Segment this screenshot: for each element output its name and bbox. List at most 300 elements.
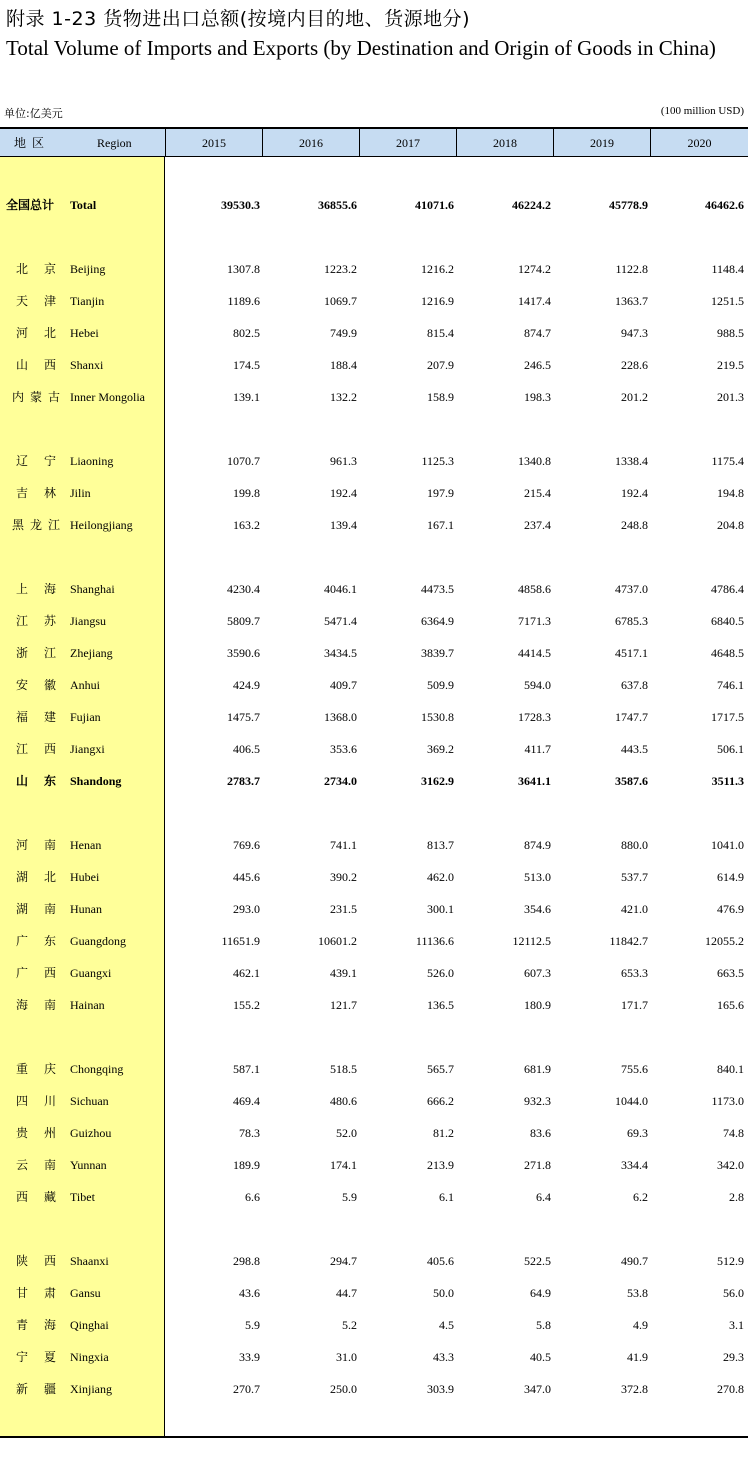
table-row [0, 963, 748, 983]
value-cell: 746.1 [717, 678, 744, 692]
region-name-cn: 西藏 [16, 1190, 56, 1204]
region-name-cn: 江苏 [16, 614, 56, 628]
region-name-en: Jilin [70, 486, 91, 500]
region-name-cn: 上海 [16, 582, 56, 596]
value-cell: 476.9 [717, 902, 744, 916]
value-cell: 1338.4 [615, 454, 648, 468]
value-cell: 219.5 [717, 358, 744, 372]
value-cell: 537.7 [621, 870, 648, 884]
region-name-en: Jiangxi [70, 742, 105, 756]
table-row [0, 483, 748, 503]
value-cell: 192.4 [330, 486, 357, 500]
value-cell: 171.7 [621, 998, 648, 1012]
value-cell: 1148.4 [711, 262, 744, 276]
value-cell: 565.7 [427, 1062, 454, 1076]
header-year: 2015 [165, 129, 262, 157]
value-cell: 443.5 [621, 742, 648, 756]
region-name-en: Guangxi [70, 966, 112, 980]
value-cell: 6.2 [633, 1190, 648, 1204]
table-row [0, 1347, 748, 1367]
table-row [0, 1091, 748, 1111]
region-name-cn: 新疆 [16, 1382, 56, 1396]
value-cell: 614.9 [717, 870, 744, 884]
value-cell: 354.6 [524, 902, 551, 916]
value-cell: 6.6 [245, 1190, 260, 1204]
table-row [0, 291, 748, 311]
value-cell: 1475.7 [227, 710, 260, 724]
value-cell: 29.3 [723, 1350, 744, 1364]
value-cell: 3587.6 [615, 774, 648, 788]
region-name-en: Shanghai [70, 582, 115, 596]
value-cell: 189.9 [233, 1158, 260, 1172]
value-cell: 237.4 [524, 518, 551, 532]
header-year: 2019 [553, 129, 650, 157]
table-row [0, 1379, 748, 1399]
region-name-en: Sichuan [70, 1094, 109, 1108]
unit-label-en: (100 million USD) [660, 105, 744, 117]
region-name-en: Gansu [70, 1286, 101, 1300]
value-cell: 11136.6 [415, 934, 454, 948]
table-row [0, 899, 748, 919]
value-cell: 4230.4 [227, 582, 260, 596]
value-cell: 41.9 [627, 1350, 648, 1364]
table-row [0, 707, 748, 727]
region-name-cn: 吉林 [16, 486, 56, 500]
value-cell: 4473.5 [421, 582, 454, 596]
value-cell: 4046.1 [324, 582, 357, 596]
value-cell: 594.0 [524, 678, 551, 692]
value-cell: 1530.8 [421, 710, 454, 724]
table-row [0, 1251, 748, 1271]
value-cell: 231.5 [330, 902, 357, 916]
table-row [0, 739, 748, 759]
value-cell: 271.8 [524, 1158, 551, 1172]
value-cell: 480.6 [330, 1094, 357, 1108]
value-cell: 741.1 [330, 838, 357, 852]
value-cell: 5.9 [342, 1190, 357, 1204]
region-name-cn: 贵州 [16, 1126, 56, 1140]
region-name-cn: 福建 [16, 710, 56, 724]
value-cell: 31.0 [336, 1350, 357, 1364]
value-cell: 132.2 [330, 390, 357, 404]
value-cell: 369.2 [427, 742, 454, 756]
value-cell: 3590.6 [227, 646, 260, 660]
value-cell: 5471.4 [324, 614, 357, 628]
region-name-cn: 江西 [16, 742, 56, 756]
table-row [0, 387, 748, 407]
value-cell: 43.3 [433, 1350, 454, 1364]
value-cell: 439.1 [330, 966, 357, 980]
value-cell: 2734.0 [324, 774, 357, 788]
table-row [0, 867, 748, 887]
table-header [0, 127, 748, 157]
region-name-en: Heilongjiang [70, 518, 133, 532]
region-name-en: Hubei [70, 870, 100, 884]
region-name-cn: 湖南 [16, 902, 56, 916]
region-column-background [0, 157, 165, 1437]
value-cell: 2.8 [729, 1190, 744, 1204]
page-title-cn: 附录 1-23 货物进出口总额(按境内目的地、货源地分) [6, 8, 471, 30]
value-cell: 204.8 [717, 518, 744, 532]
value-cell: 4786.4 [711, 582, 744, 596]
value-cell: 180.9 [524, 998, 551, 1012]
value-cell: 1216.9 [421, 294, 454, 308]
table-row [0, 1187, 748, 1207]
value-cell: 409.7 [330, 678, 357, 692]
region-name-cn: 内蒙古 [12, 390, 60, 404]
value-cell: 4414.5 [518, 646, 551, 660]
value-cell: 64.9 [530, 1286, 551, 1300]
value-cell: 874.7 [524, 326, 551, 340]
table-row [0, 323, 748, 343]
value-cell: 840.1 [717, 1062, 744, 1076]
value-cell: 390.2 [330, 870, 357, 884]
value-cell: 874.9 [524, 838, 551, 852]
value-cell: 40.5 [530, 1350, 551, 1364]
region-name-cn: 广东 [16, 934, 56, 948]
value-cell: 194.8 [717, 486, 744, 500]
value-cell: 41071.6 [415, 198, 454, 212]
value-cell: 136.5 [427, 998, 454, 1012]
region-name-cn: 山东 [16, 774, 56, 788]
value-cell: 353.6 [330, 742, 357, 756]
header-year: 2018 [456, 129, 553, 157]
value-cell: 201.2 [621, 390, 648, 404]
value-cell: 293.0 [233, 902, 260, 916]
value-cell: 46462.6 [705, 198, 744, 212]
value-cell: 192.4 [621, 486, 648, 500]
region-name-en: Qinghai [70, 1318, 109, 1332]
region-name-en: Guizhou [70, 1126, 112, 1140]
header-region-cn: 地区 [14, 136, 51, 150]
value-cell: 36855.6 [318, 198, 357, 212]
value-cell: 406.5 [233, 742, 260, 756]
value-cell: 587.1 [233, 1062, 260, 1076]
value-cell: 1175.4 [711, 454, 744, 468]
value-cell: 932.3 [524, 1094, 551, 1108]
value-cell: 4737.0 [615, 582, 648, 596]
region-name-cn: 宁夏 [16, 1350, 56, 1364]
value-cell: 666.2 [427, 1094, 454, 1108]
value-cell: 201.3 [717, 390, 744, 404]
value-cell: 653.3 [621, 966, 648, 980]
value-cell: 880.0 [621, 838, 648, 852]
value-cell: 1069.7 [324, 294, 357, 308]
value-cell: 522.5 [524, 1254, 551, 1268]
region-name-cn: 河南 [16, 838, 56, 852]
unit-label-cn: 单位:亿美元 [4, 107, 63, 120]
value-cell: 213.9 [427, 1158, 454, 1172]
value-cell: 4.5 [439, 1318, 454, 1332]
table-row [0, 835, 748, 855]
value-cell: 802.5 [233, 326, 260, 340]
value-cell: 513.0 [524, 870, 551, 884]
value-cell: 294.7 [330, 1254, 357, 1268]
value-cell: 174.5 [233, 358, 260, 372]
value-cell: 749.9 [330, 326, 357, 340]
value-cell: 372.8 [621, 1382, 648, 1396]
value-cell: 155.2 [233, 998, 260, 1012]
value-cell: 1340.8 [518, 454, 551, 468]
table-bottom-rule [0, 1436, 748, 1438]
value-cell: 462.0 [427, 870, 454, 884]
value-cell: 755.6 [621, 1062, 648, 1076]
region-name-en: Inner Mongolia [70, 390, 145, 404]
value-cell: 490.7 [621, 1254, 648, 1268]
value-cell: 1125.3 [421, 454, 454, 468]
value-cell: 303.9 [427, 1382, 454, 1396]
value-cell: 1173.0 [711, 1094, 744, 1108]
region-name-en: Tibet [70, 1190, 95, 1204]
region-name-en: Shaanxi [70, 1254, 109, 1268]
region-name-en: Anhui [70, 678, 100, 692]
region-name-cn: 黑龙江 [12, 518, 60, 532]
value-cell: 300.1 [427, 902, 454, 916]
value-cell: 424.9 [233, 678, 260, 692]
region-name-cn: 辽宁 [16, 454, 56, 468]
value-cell: 250.0 [330, 1382, 357, 1396]
value-cell: 11842.7 [609, 934, 648, 948]
value-cell: 298.8 [233, 1254, 260, 1268]
value-cell: 445.6 [233, 870, 260, 884]
value-cell: 69.3 [627, 1126, 648, 1140]
region-name-en: Fujian [70, 710, 101, 724]
value-cell: 3434.5 [324, 646, 357, 660]
value-cell: 52.0 [336, 1126, 357, 1140]
value-cell: 1307.8 [227, 262, 260, 276]
table-row [0, 195, 748, 215]
value-cell: 2783.7 [227, 774, 260, 788]
region-name-cn: 河北 [16, 326, 56, 340]
value-cell: 1417.4 [518, 294, 551, 308]
value-cell: 421.0 [621, 902, 648, 916]
value-cell: 10601.2 [318, 934, 357, 948]
value-cell: 663.5 [717, 966, 744, 980]
region-name-en: Shandong [70, 774, 122, 788]
region-name-cn: 山西 [16, 358, 56, 372]
table-row [0, 259, 748, 279]
table-row [0, 579, 748, 599]
region-name-en: Shanxi [70, 358, 104, 372]
region-name-cn: 安徽 [16, 678, 56, 692]
value-cell: 526.0 [427, 966, 454, 980]
value-cell: 607.3 [524, 966, 551, 980]
value-cell: 813.7 [427, 838, 454, 852]
region-name-en: Liaoning [70, 454, 114, 468]
value-cell: 462.1 [233, 966, 260, 980]
value-cell: 188.4 [330, 358, 357, 372]
value-cell: 228.6 [621, 358, 648, 372]
table-row [0, 995, 748, 1015]
value-cell: 1223.2 [324, 262, 357, 276]
value-cell: 215.4 [524, 486, 551, 500]
value-cell: 248.8 [621, 518, 648, 532]
region-name-cn: 天津 [16, 294, 56, 308]
value-cell: 44.7 [336, 1286, 357, 1300]
region-name-cn: 全国总计 [6, 198, 55, 212]
value-cell: 158.9 [427, 390, 454, 404]
value-cell: 512.9 [717, 1254, 744, 1268]
value-cell: 342.0 [717, 1158, 744, 1172]
region-name-cn: 湖北 [16, 870, 56, 884]
value-cell: 1728.3 [518, 710, 551, 724]
table-row [0, 1059, 748, 1079]
value-cell: 6840.5 [711, 614, 744, 628]
value-cell: 637.8 [621, 678, 648, 692]
region-name-en: Beijing [70, 262, 106, 276]
value-cell: 1122.8 [615, 262, 648, 276]
value-cell: 3641.1 [518, 774, 551, 788]
table-row [0, 643, 748, 663]
value-cell: 46224.2 [512, 198, 551, 212]
value-cell: 5.2 [342, 1318, 357, 1332]
value-cell: 681.9 [524, 1062, 551, 1076]
value-cell: 6.1 [439, 1190, 454, 1204]
value-cell: 405.6 [427, 1254, 454, 1268]
value-cell: 56.0 [723, 1286, 744, 1300]
value-cell: 165.6 [717, 998, 744, 1012]
table-row [0, 1315, 748, 1335]
value-cell: 1041.0 [711, 838, 744, 852]
value-cell: 947.3 [621, 326, 648, 340]
value-cell: 199.8 [233, 486, 260, 500]
value-cell: 197.9 [427, 486, 454, 500]
value-cell: 174.1 [330, 1158, 357, 1172]
region-name-en: Total [70, 198, 97, 212]
header-region-en: Region [97, 136, 132, 150]
table-row [0, 515, 748, 535]
value-cell: 198.3 [524, 390, 551, 404]
header-year: 2017 [359, 129, 456, 157]
region-name-cn: 广西 [16, 966, 56, 980]
value-cell: 74.8 [723, 1126, 744, 1140]
region-name-en: Jiangsu [70, 614, 106, 628]
value-cell: 3.1 [729, 1318, 744, 1332]
value-cell: 121.7 [330, 998, 357, 1012]
table-row [0, 675, 748, 695]
region-name-en: Guangdong [70, 934, 126, 948]
value-cell: 139.1 [233, 390, 260, 404]
table-row [0, 1155, 748, 1175]
table-row [0, 931, 748, 951]
value-cell: 246.5 [524, 358, 551, 372]
value-cell: 83.6 [530, 1126, 551, 1140]
value-cell: 81.2 [433, 1126, 454, 1140]
region-name-cn: 四川 [16, 1094, 56, 1108]
value-cell: 347.0 [524, 1382, 551, 1396]
region-name-cn: 云南 [16, 1158, 56, 1172]
value-cell: 12055.2 [705, 934, 744, 948]
value-cell: 45778.9 [609, 198, 648, 212]
header-year: 2020 [650, 129, 748, 157]
value-cell: 1216.2 [421, 262, 454, 276]
region-name-en: Hainan [70, 998, 105, 1012]
value-cell: 6.4 [536, 1190, 551, 1204]
table-row [0, 611, 748, 631]
value-cell: 4517.1 [615, 646, 648, 660]
value-cell: 6785.3 [615, 614, 648, 628]
value-cell: 1274.2 [518, 262, 551, 276]
value-cell: 1251.5 [711, 294, 744, 308]
value-cell: 3511.3 [711, 774, 744, 788]
region-name-cn: 北京 [16, 262, 56, 276]
value-cell: 11651.9 [221, 934, 260, 948]
region-name-cn: 重庆 [16, 1062, 56, 1076]
region-name-en: Hunan [70, 902, 102, 916]
value-cell: 1363.7 [615, 294, 648, 308]
value-cell: 509.9 [427, 678, 454, 692]
value-cell: 3162.9 [421, 774, 454, 788]
region-name-cn: 海南 [16, 998, 56, 1012]
value-cell: 961.3 [330, 454, 357, 468]
value-cell: 1189.6 [227, 294, 260, 308]
value-cell: 769.6 [233, 838, 260, 852]
value-cell: 1070.7 [227, 454, 260, 468]
value-cell: 167.1 [427, 518, 454, 532]
value-cell: 270.7 [233, 1382, 260, 1396]
value-cell: 5.8 [536, 1318, 551, 1332]
value-cell: 43.6 [239, 1286, 260, 1300]
table-row [0, 1283, 748, 1303]
value-cell: 469.4 [233, 1094, 260, 1108]
table-row [0, 771, 748, 791]
value-cell: 988.5 [717, 326, 744, 340]
value-cell: 506.1 [717, 742, 744, 756]
table-row [0, 451, 748, 471]
value-cell: 50.0 [433, 1286, 454, 1300]
region-name-en: Henan [70, 838, 102, 852]
value-cell: 78.3 [239, 1126, 260, 1140]
value-cell: 270.8 [717, 1382, 744, 1396]
value-cell: 5.9 [245, 1318, 260, 1332]
region-name-en: Tianjin [70, 294, 105, 308]
region-name-cn: 陕西 [16, 1254, 56, 1268]
value-cell: 39530.3 [221, 198, 260, 212]
value-cell: 1747.7 [615, 710, 648, 724]
value-cell: 33.9 [239, 1350, 260, 1364]
page-title-en: Total Volume of Imports and Exports (by Destination and Origin of Goods in China) [6, 36, 716, 60]
region-name-en: Zhejiang [70, 646, 113, 660]
table-row [0, 355, 748, 375]
value-cell: 6364.9 [421, 614, 454, 628]
value-cell: 815.4 [427, 326, 454, 340]
region-name-en: Ningxia [70, 1350, 109, 1364]
region-name-cn: 甘肃 [16, 1286, 56, 1300]
value-cell: 53.8 [627, 1286, 648, 1300]
value-cell: 139.4 [330, 518, 357, 532]
region-name-en: Xinjiang [70, 1382, 112, 1396]
value-cell: 518.5 [330, 1062, 357, 1076]
value-cell: 3839.7 [421, 646, 454, 660]
region-name-cn: 青海 [16, 1318, 56, 1332]
value-cell: 411.7 [524, 742, 551, 756]
region-name-en: Hebei [70, 326, 99, 340]
table-row [0, 1123, 748, 1143]
value-cell: 163.2 [233, 518, 260, 532]
value-cell: 1368.0 [324, 710, 357, 724]
value-cell: 334.4 [621, 1158, 648, 1172]
value-cell: 4.9 [633, 1318, 648, 1332]
value-cell: 5809.7 [227, 614, 260, 628]
value-cell: 7171.3 [518, 614, 551, 628]
region-name-en: Yunnan [70, 1158, 107, 1172]
value-cell: 4648.5 [711, 646, 744, 660]
value-cell: 12112.5 [512, 934, 551, 948]
value-cell: 1717.5 [711, 710, 744, 724]
region-name-en: Chongqing [70, 1062, 124, 1076]
value-cell: 4858.6 [518, 582, 551, 596]
region-name-cn: 浙江 [16, 646, 56, 660]
